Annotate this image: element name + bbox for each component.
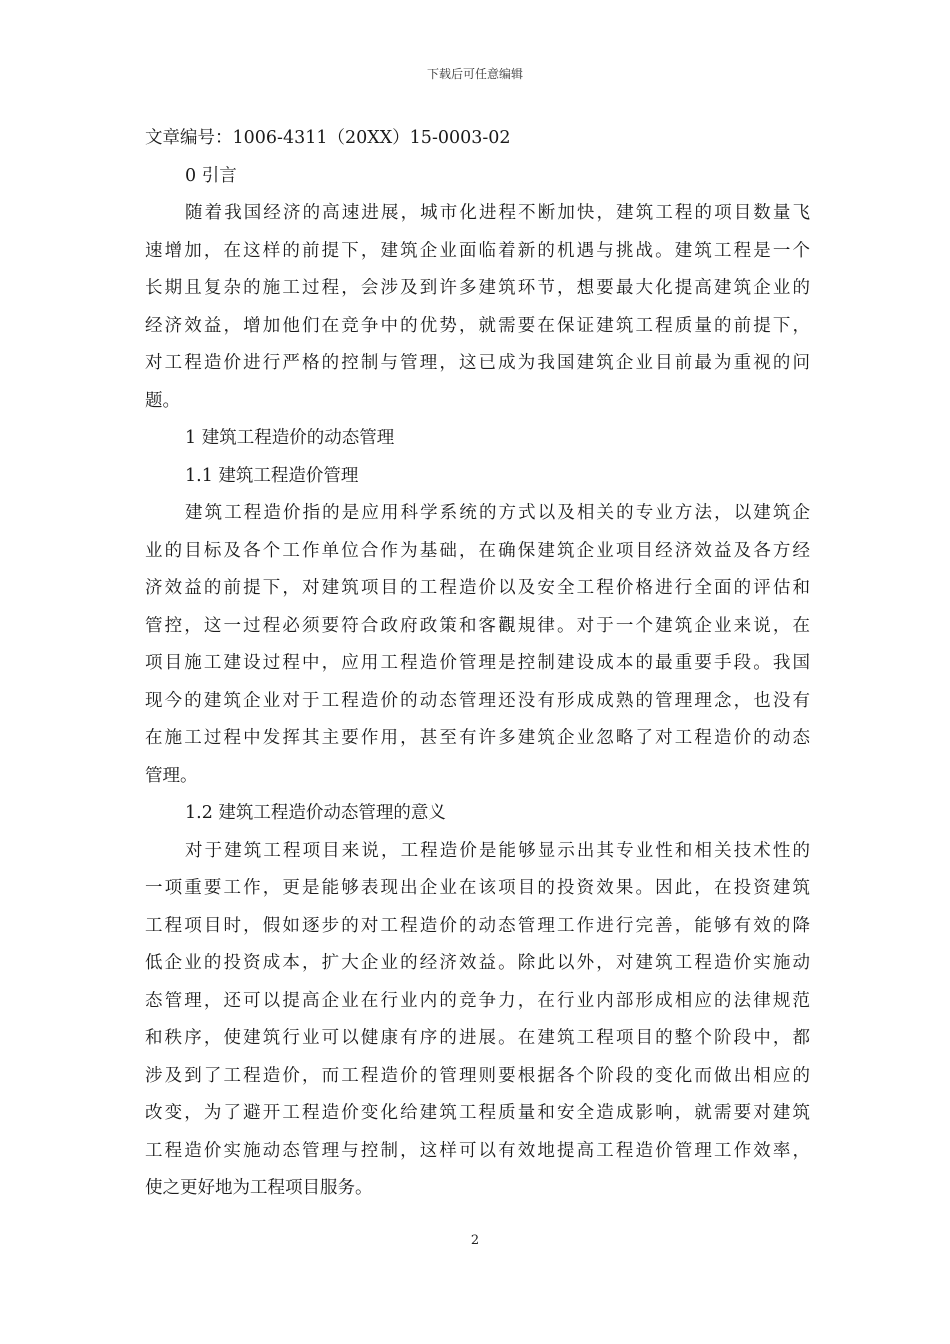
paragraph-line: 态管理，还可以提高企业在行业内的竞争力，在行业内部形成相应的法律规范 — [145, 990, 810, 1011]
section-1-1-paragraph — [145, 495, 810, 795]
document-body — [145, 120, 810, 1208]
paragraph-line: 管理。 — [145, 765, 198, 786]
page-header: 下载后可任意编辑 — [426, 67, 523, 81]
paragraph-line: 在施工过程中发挥其主要作用，甚至有许多建筑企业忽略了对工程造价的动态 — [145, 728, 810, 748]
paragraph-line: 经济效益，增加他们在竞争中的优势，就需要在保证建筑工程质量的前提下， — [145, 315, 810, 336]
heading-section-1-2: 1.2 建筑工程造价动态管理的意义 — [185, 803, 446, 823]
paragraph-line: 现今的建筑企业对于工程造价的动态管理还没有形成成熟的管理理念，也没有 — [145, 690, 810, 711]
page-number: 2 — [470, 1233, 480, 1248]
paragraph-line: 速增加，在这样的前提下，建筑企业面临着新的机遇与挑战。建筑工程是一个 — [145, 240, 810, 261]
paragraph-line: 济效益的前提下，对建筑项目的工程造价以及安全工程价格进行全面的评估和 — [145, 578, 810, 598]
intro-paragraph — [145, 195, 810, 420]
paragraph-line: 长期且复杂的施工过程，会涉及到许多建筑环节，想要最大化提高建筑企业的 — [145, 278, 810, 298]
paragraph-line: 对于建筑工程项目来说，工程造价是能够显示出其专业性和相关技术性的 — [185, 840, 810, 861]
heading-introduction: 0 引言 — [185, 165, 237, 186]
paragraph-line: 使之更好地为工程项目服务。 — [145, 1178, 373, 1198]
paragraph-line: 业的目标及各个工作单位合作为基础，在确保建筑企业项目经济效益及各方经 — [145, 540, 810, 561]
paragraph-line: 工程项目时，假如逐步的对工程造价的动态管理工作进行完善，能够有效的降 — [145, 915, 810, 936]
article-number: 文章编号：1006-4311（20XX）15-0003-02 — [145, 128, 511, 148]
paragraph-line: 和秩序，使建筑行业可以健康有序的进展。在建筑工程项目的整个阶段中，都 — [145, 1028, 810, 1048]
paragraph-line: 题。 — [145, 390, 180, 411]
paragraph-line: 管控，这一过程必须要符合政府政策和客觀規律。对于一个建筑企业来说，在 — [145, 615, 810, 636]
paragraph-line: 涉及到了工程造价，而工程造价的管理则要根据各个阶段的变化而做出相应的 — [145, 1065, 810, 1086]
paragraph-line: 项目施工建设过程中，应用工程造价管理是控制建设成本的最重要手段。我国 — [145, 653, 810, 673]
paragraph-line: 建筑工程造价指的是应用科学系统的方式以及相关的专业方法，以建筑企 — [185, 503, 810, 523]
paragraph-line: 对工程造价进行严格的控制与管理，这已成为我国建筑企业目前最为重视的问 — [145, 353, 810, 373]
paragraph-line: 随着我国经济的高速进展，城市化进程不断加快，建筑工程的项目数量飞 — [185, 203, 810, 223]
paragraph-line: 工程造价实施动态管理与控制，这样可以有效地提高工程造价管理工作效率， — [145, 1140, 810, 1161]
paragraph-line: 一项重要工作，更是能够表现出企业在该项目的投资效果。因此，在投资建筑 — [145, 878, 810, 898]
heading-section-1: 1 建筑工程造价的动态管理 — [185, 428, 395, 448]
section-1-2-paragraph — [145, 833, 810, 1208]
paragraph-line: 改变，为了避开工程造价变化给建筑工程质量和安全造成影响，就需要对建筑 — [145, 1103, 810, 1123]
paragraph-line: 低企业的投资成本，扩大企业的经济效益。除此以外，对建筑工程造价实施动 — [145, 953, 810, 973]
heading-section-1-1: 1.1 建筑工程造价管理 — [185, 465, 359, 486]
